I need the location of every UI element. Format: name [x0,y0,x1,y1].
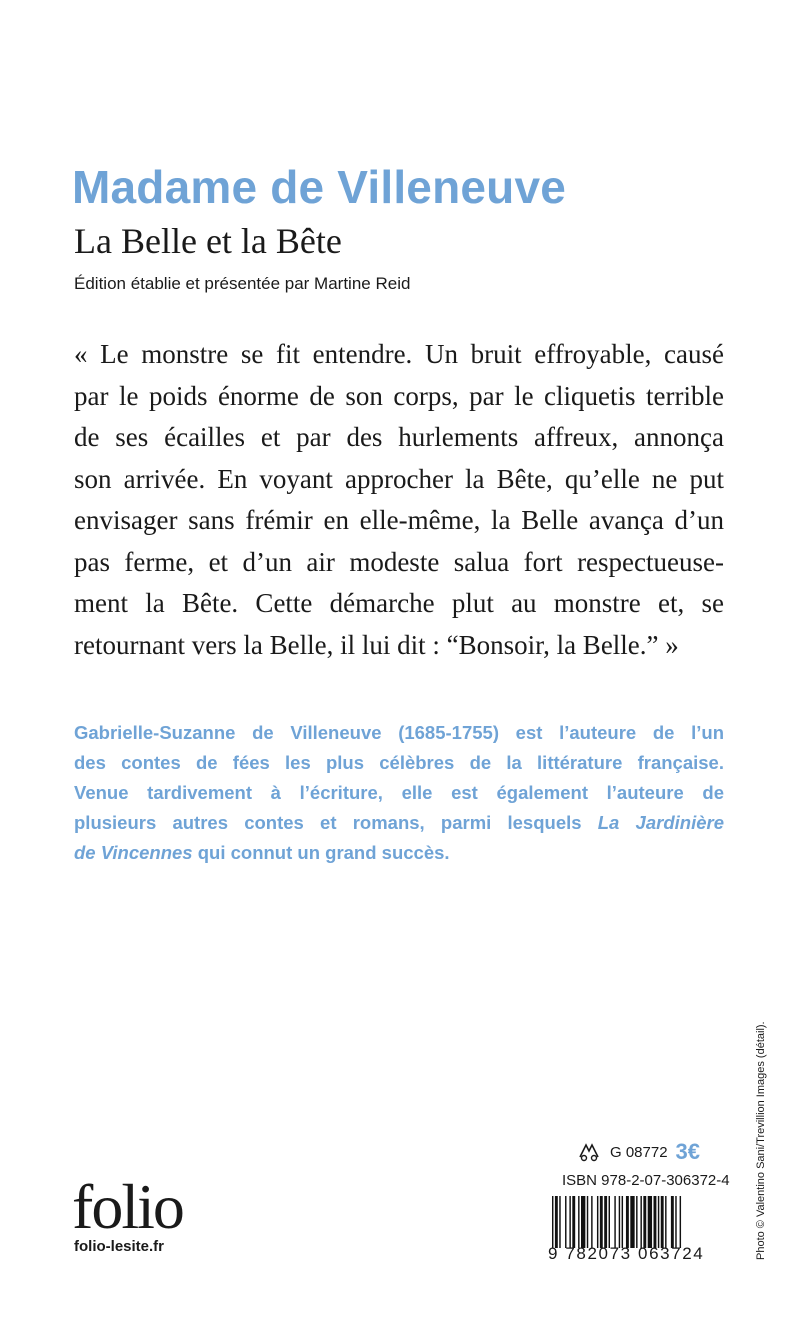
folio-logo: folio [72,1171,183,1242]
quote-line: pas ferme, et d’un air modeste salua fort respectueuse- [74,546,724,577]
quote-line: ment la Bête. Cette démarche plut au monstre et, se [74,588,724,618]
barcode-digits: 9 782073 063724 [548,1244,705,1263]
book-title: La Belle et la Bête [74,221,342,261]
bio-work-title: La Jardinière [597,812,724,833]
catalog-price-row [578,1140,700,1164]
price-label: 3€ [675,1139,701,1164]
bio-line: Venue tardivement à l’écriture, elle est également l’auteure de [74,782,724,803]
edition-note: Édition établie et présentée par Martine Reid [74,274,411,293]
photo-credit: Photo © Valentino Sani/Trevillion Images (détail). [755,1021,767,1260]
bio-line: des contes de fées les plus célèbres de la littérature française. [74,752,724,773]
author-name: Madame de Villeneuve [72,161,567,213]
quote-line: envisager sans frémir en elle-même, la Belle avança d’un [74,505,724,535]
bio-line [74,808,724,838]
quote-line: « Le monstre se fit entendre. Un bruit effroyable, causé [74,339,724,369]
catalog-code: G 08772 [610,1143,668,1161]
author-bio [74,718,724,868]
bio-text: plusieurs autres contes et romans, parmi lesquels [74,812,598,833]
excerpt-quote [74,334,724,666]
quote-line: retournant vers la Belle, il lui dit : “Bonsoir, la Belle.” » [74,629,679,660]
bio-text: qui connut un grand succès. [192,842,450,863]
bio-line: Gabrielle-Suzanne de Villeneuve (1685-1755) est l’auteure de l’un [74,722,724,743]
book-category-icon [578,1141,600,1163]
quote-line: de ses écailles et par des hurlements affreux, annonça [74,422,724,452]
barcode-image [552,1196,724,1248]
bio-work-title: de Vincennes [74,842,193,863]
quote-line: son arrivée. En voyant approcher la Bête, qu’elle ne put [74,463,724,494]
isbn-label: ISBN 978-2-07-306372-4 [562,1172,730,1189]
bio-line [74,838,724,868]
quote-line: par le poids énorme de son corps, par le cliquetis terrible [74,380,724,411]
website-link[interactable]: folio-lesite.fr [74,1238,165,1255]
